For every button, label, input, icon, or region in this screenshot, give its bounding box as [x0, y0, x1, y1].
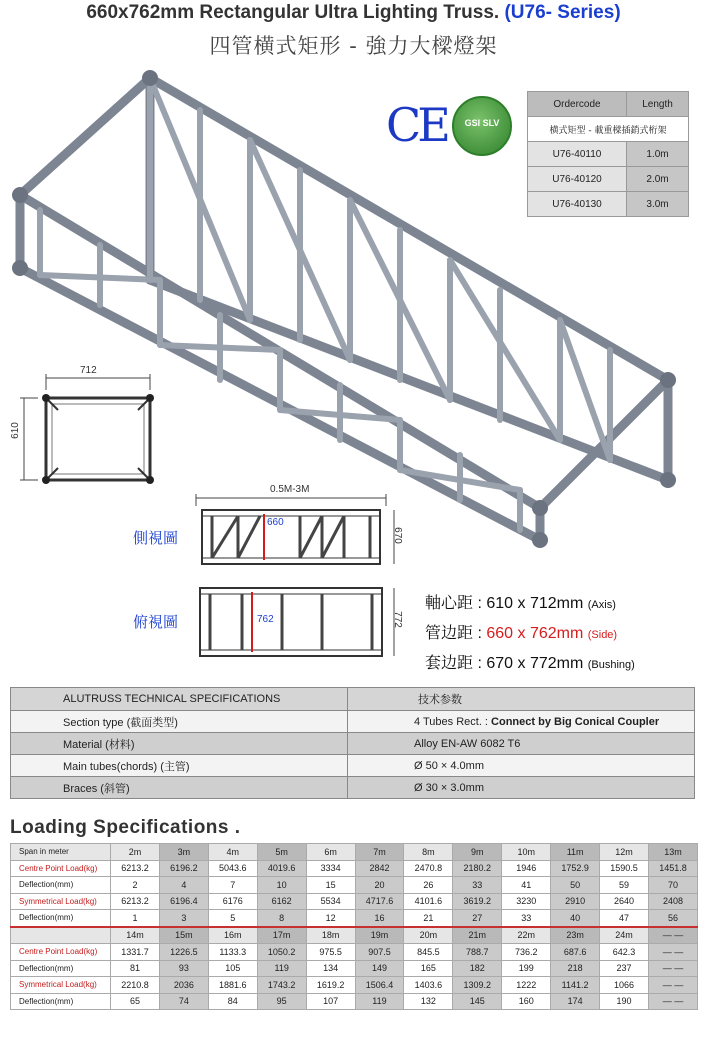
loading-cell: 2180.2 — [453, 860, 502, 877]
loading-cell: 1619.2 — [306, 977, 355, 994]
loading-cell: — — — [648, 927, 697, 944]
loading-cell: 1331.7 — [111, 944, 160, 961]
loading-cell: 736.2 — [502, 944, 551, 961]
gsi-certification-seal: GSI SLV — [452, 96, 512, 156]
order-code: U76-40120 — [528, 167, 627, 192]
loading-cell: 11m — [551, 844, 600, 861]
loading-cell: 3 — [159, 910, 208, 927]
loading-cell: 687.6 — [551, 944, 600, 961]
loading-cell: 4019.6 — [257, 860, 306, 877]
loading-cell: 237 — [600, 960, 649, 977]
loading-cell: 5043.6 — [208, 860, 257, 877]
loading-cell: 1590.5 — [600, 860, 649, 877]
loading-cell: 174 — [551, 993, 600, 1010]
loading-cell: 95 — [257, 993, 306, 1010]
loading-row-label — [11, 927, 111, 944]
page-subtitle: 四管横式矩形 - 強力大樑燈架 — [209, 34, 498, 58]
spec-label: Section type (截面类型) — [11, 711, 348, 733]
loading-cell: 16 — [355, 910, 404, 927]
spec-value: 4 Tubes Rect. : Connect by Big Conical Coupler — [348, 711, 695, 733]
order-header-length: Length — [627, 92, 689, 117]
side-outer-dim: 670 — [391, 527, 403, 544]
loading-cell: 2408 — [648, 893, 697, 910]
loading-cell: 17m — [257, 927, 306, 944]
loading-cell: 59 — [600, 877, 649, 894]
loading-cell: 1946 — [502, 860, 551, 877]
loading-cell: 8 — [257, 910, 306, 927]
loading-cell: 15 — [306, 877, 355, 894]
loading-cell: 119 — [257, 960, 306, 977]
top-outer-dim: 772 — [391, 611, 403, 628]
spec-label: Braces (斜管) — [11, 777, 348, 799]
top-view-label: 俯視圖 — [133, 613, 179, 631]
spec-value: Ø 30 × 3.0mm — [348, 777, 695, 799]
loading-cell: 21 — [404, 910, 453, 927]
order-code: U76-40130 — [528, 192, 627, 217]
page-title: 660x762mm Rectangular Ultra Lighting Truss. (U76- Series) — [86, 2, 621, 23]
loading-cell: 642.3 — [600, 944, 649, 961]
loading-cell: 1226.5 — [159, 944, 208, 961]
spec-value: Alloy EN-AW 6082 T6 — [348, 733, 695, 755]
bushing-distance-row: 套边距 : 670 x 772mm (Bushing) — [425, 653, 635, 672]
loading-cell: 3m — [159, 844, 208, 861]
loading-cell: 19m — [355, 927, 404, 944]
loading-cell: 3230 — [502, 893, 551, 910]
ce-mark: CE — [386, 98, 447, 152]
loading-cell: 6213.2 — [111, 860, 160, 877]
loading-cell: 132 — [404, 993, 453, 1010]
loading-row-label: Symmetrical Load(kg) — [11, 977, 111, 994]
specs-header-right: 技术参数 — [348, 688, 695, 711]
loading-cell: 1752.9 — [551, 860, 600, 877]
loading-cell: 13m — [648, 844, 697, 861]
loading-cell: 7 — [208, 877, 257, 894]
loading-cell: 84 — [208, 993, 257, 1010]
order-header-code: Ordercode — [528, 92, 627, 117]
loading-cell: 2036 — [159, 977, 208, 994]
loading-cell: 107 — [306, 993, 355, 1010]
section-width-label: 712 — [80, 365, 97, 376]
series-label: (U76- Series) — [504, 2, 621, 23]
loading-cell: 2 — [111, 877, 160, 894]
side-inner-dim: 660 — [267, 517, 284, 528]
loading-cell: 20 — [355, 877, 404, 894]
loading-cell: 7m — [355, 844, 404, 861]
loading-cell: 199 — [502, 960, 551, 977]
loading-row-label: Deflection(mm) — [11, 910, 111, 927]
loading-cell: 2210.8 — [111, 977, 160, 994]
loading-cell: 6162 — [257, 893, 306, 910]
loading-cell: 12m — [600, 844, 649, 861]
loading-row — [11, 844, 698, 861]
loading-cell: 160 — [502, 993, 551, 1010]
loading-cell: 9m — [453, 844, 502, 861]
side-length-label: 0.5M-3M — [270, 484, 310, 495]
loading-cell: 50 — [551, 877, 600, 894]
loading-cell: 22m — [502, 927, 551, 944]
loading-cell: 41 — [502, 877, 551, 894]
loading-cell: 23m — [551, 927, 600, 944]
spec-label: Material (材料) — [11, 733, 348, 755]
loading-cell: 4 — [159, 877, 208, 894]
loading-cell: 14m — [111, 927, 160, 944]
loading-cell: 21m — [453, 927, 502, 944]
loading-cell: 2470.8 — [404, 860, 453, 877]
order-code: U76-40110 — [528, 142, 627, 167]
loading-cell: 12 — [306, 910, 355, 927]
loading-row-label: Deflection(mm) — [11, 877, 111, 894]
loading-cell: 74 — [159, 993, 208, 1010]
loading-row — [11, 893, 698, 910]
loading-cell: 975.5 — [306, 944, 355, 961]
loading-cell: 4m — [208, 844, 257, 861]
loading-cell: 1309.2 — [453, 977, 502, 994]
loading-cell: 47 — [600, 910, 649, 927]
loading-cell: — — — [648, 960, 697, 977]
order-note: 横式矩型 - 載重樑插銷式桁架 — [528, 117, 689, 142]
loading-cell: 4717.6 — [355, 893, 404, 910]
loading-cell: 16m — [208, 927, 257, 944]
loading-row — [11, 960, 698, 977]
loading-cell: 1 — [111, 910, 160, 927]
cross-section-drawing — [10, 368, 170, 498]
loading-cell: 1403.6 — [404, 977, 453, 994]
loading-cell: 40 — [551, 910, 600, 927]
spec-value: Ø 50 × 4.0mm — [348, 755, 695, 777]
loading-cell: 33 — [502, 910, 551, 927]
loading-cell: 4101.6 — [404, 893, 453, 910]
loading-cell: 5m — [257, 844, 306, 861]
loading-cell: 27 — [453, 910, 502, 927]
loading-cell: 6m — [306, 844, 355, 861]
loading-cell: 3619.2 — [453, 893, 502, 910]
loading-cell: 81 — [111, 960, 160, 977]
loading-cell: 10m — [502, 844, 551, 861]
loading-cell: 2910 — [551, 893, 600, 910]
loading-cell: 1222 — [502, 977, 551, 994]
loading-cell: 33 — [453, 877, 502, 894]
loading-row-label: Span in meter — [11, 844, 111, 861]
loading-cell: — — — [648, 977, 697, 994]
loading-cell: 26 — [404, 877, 453, 894]
specs-header-left: ALUTRUSS TECHNICAL SPECIFICATIONS — [11, 688, 348, 711]
loading-cell: 165 — [404, 960, 453, 977]
loading-cell: 18m — [306, 927, 355, 944]
loading-row-label: Centre Point Load(kg) — [11, 944, 111, 961]
loading-title: Loading Specifications . — [10, 817, 241, 838]
loading-cell: 1506.4 — [355, 977, 404, 994]
loading-cell: 145 — [453, 993, 502, 1010]
loading-cell: 1050.2 — [257, 944, 306, 961]
loading-cell: 1451.8 — [648, 860, 697, 877]
order-table — [527, 91, 689, 217]
loading-cell: 24m — [600, 927, 649, 944]
loading-row-label: Deflection(mm) — [11, 993, 111, 1010]
loading-cell: 70 — [648, 877, 697, 894]
loading-cell: 1743.2 — [257, 977, 306, 994]
loading-cell: 1066 — [600, 977, 649, 994]
order-length: 3.0m — [627, 192, 689, 217]
loading-cell: 20m — [404, 927, 453, 944]
loading-cell: 907.5 — [355, 944, 404, 961]
loading-cell: 2m — [111, 844, 160, 861]
spec-label: Main tubes(chords) (主管) — [11, 755, 348, 777]
loading-cell: 134 — [306, 960, 355, 977]
loading-cell: — — — [648, 944, 697, 961]
section-height-label: 610 — [9, 422, 21, 439]
side-distance-row: 管边距 : 660 x 762mm (Side) — [425, 623, 618, 642]
loading-cell: 15m — [159, 927, 208, 944]
loading-row — [11, 860, 698, 877]
loading-cell: 2640 — [600, 893, 649, 910]
loading-row-label: Symmetrical Load(kg) — [11, 893, 111, 910]
loading-cell: 1881.6 — [208, 977, 257, 994]
loading-cell: 119 — [355, 993, 404, 1010]
loading-cell: 5534 — [306, 893, 355, 910]
loading-cell: 1133.3 — [208, 944, 257, 961]
loading-cell: 3334 — [306, 860, 355, 877]
loading-row-label: Centre Point Load(kg) — [11, 860, 111, 877]
side-view-drawing — [190, 494, 400, 578]
loading-cell: 65 — [111, 993, 160, 1010]
loading-cell: 93 — [159, 960, 208, 977]
loading-cell: 1141.2 — [551, 977, 600, 994]
loading-row — [11, 877, 698, 894]
loading-cell: 149 — [355, 960, 404, 977]
loading-cell: 788.7 — [453, 944, 502, 961]
order-length: 1.0m — [627, 142, 689, 167]
loading-row — [11, 944, 698, 961]
loading-cell: 218 — [551, 960, 600, 977]
loading-cell: 6213.2 — [111, 893, 160, 910]
loading-cell: 6176 — [208, 893, 257, 910]
technical-specs-table — [10, 687, 695, 799]
loading-row — [11, 993, 698, 1010]
loading-cell: — — — [648, 993, 697, 1010]
loading-cell: 105 — [208, 960, 257, 977]
loading-cell: 8m — [404, 844, 453, 861]
loading-cell: 845.5 — [404, 944, 453, 961]
loading-cell: 190 — [600, 993, 649, 1010]
loading-row — [11, 910, 698, 927]
loading-row-label: Deflection(mm) — [11, 960, 111, 977]
loading-row — [11, 977, 698, 994]
order-length: 2.0m — [627, 167, 689, 192]
top-view-drawing — [190, 582, 400, 662]
loading-table — [10, 843, 698, 1010]
loading-cell: 2842 — [355, 860, 404, 877]
top-inner-dim: 762 — [257, 614, 274, 625]
loading-cell: 56 — [648, 910, 697, 927]
side-view-label: 側視圖 — [133, 529, 179, 547]
loading-cell: 6196.4 — [159, 893, 208, 910]
loading-cell: 6196.2 — [159, 860, 208, 877]
loading-cell: 182 — [453, 960, 502, 977]
loading-cell: 10 — [257, 877, 306, 894]
loading-row — [11, 927, 698, 944]
loading-cell: 5 — [208, 910, 257, 927]
axis-distance-row: 軸心距 : 610 x 712mm (Axis) — [425, 593, 616, 612]
